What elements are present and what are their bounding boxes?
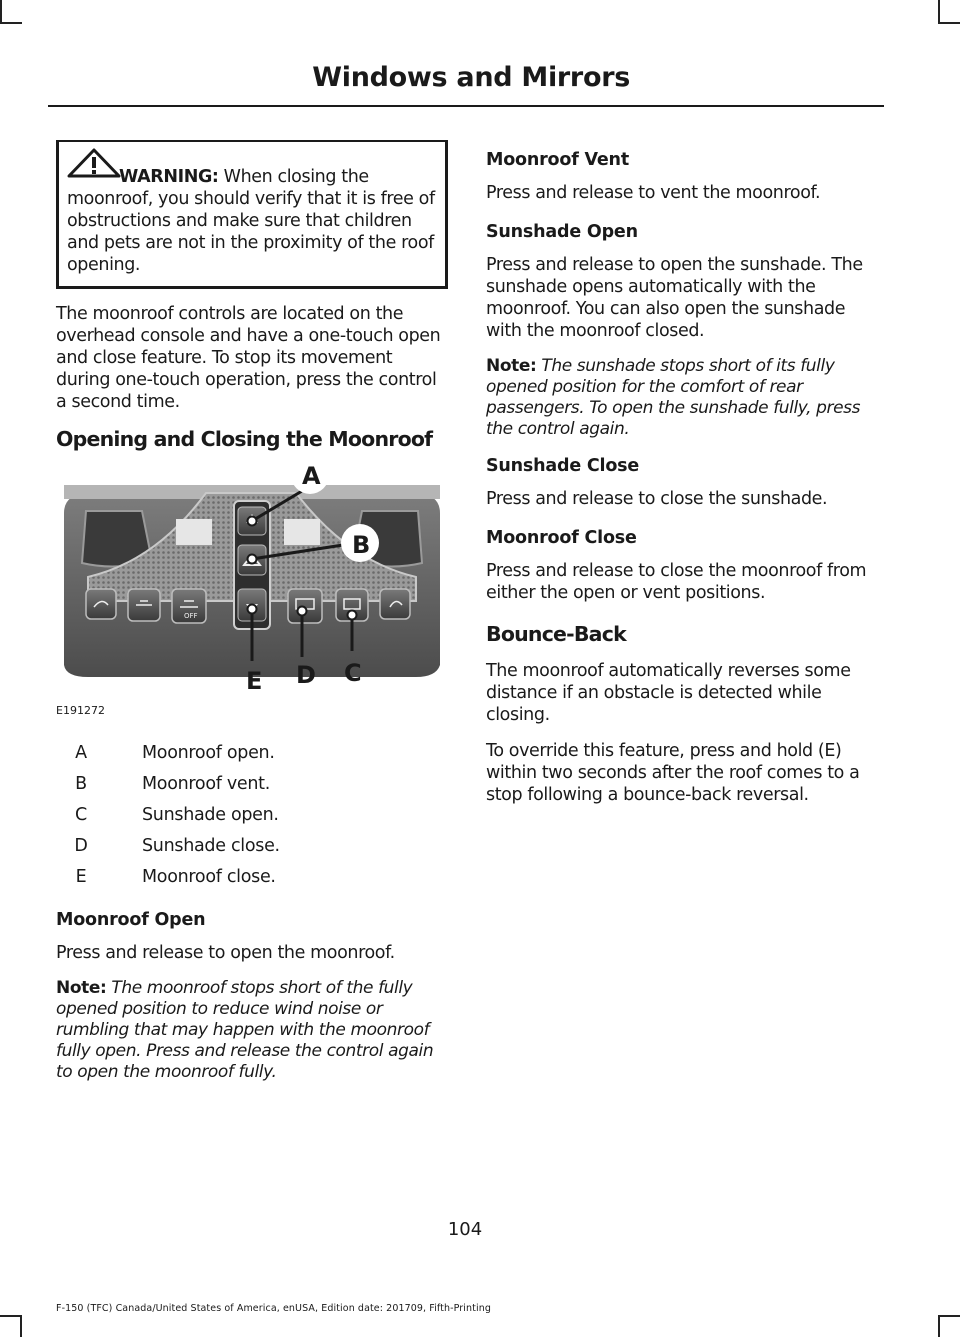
- legend-key: E: [75, 866, 87, 887]
- warning-text: [67, 166, 437, 276]
- callout-e: E: [246, 667, 263, 695]
- overhead-console-illustration: [56, 465, 448, 697]
- crop-mark: [938, 1315, 960, 1317]
- intro-paragraph: The moonroof controls are located on the overhead console and have a one-touch open and close feature. To stop its movement during one-touch operation, press the control a second time.: [56, 304, 441, 412]
- moonroof-vent-text: Press and release to vent the moonroof.: [486, 183, 821, 203]
- moonroof-controls-figure: [56, 465, 448, 717]
- page-header-title: Windows and Mirrors: [312, 62, 630, 93]
- note-label: Note:: [486, 356, 537, 376]
- warning-triangle-icon: [67, 148, 121, 178]
- legend-row: [56, 799, 448, 830]
- callout-a: A: [302, 465, 321, 490]
- figure-id: E191272: [56, 704, 105, 717]
- legend-value: Moonroof close.: [142, 866, 276, 887]
- crop-mark: [0, 22, 22, 24]
- legend-row: [56, 737, 448, 768]
- note-text: The moonroof stops short of the fully opened position to reduce wind noise or rumbling that may happen with the moonroof fully open. Press and release the control again to open the moonroof fully.: [56, 978, 434, 1082]
- legend-row: [56, 861, 448, 892]
- moonroof-open-heading: Moonroof Open: [56, 910, 206, 930]
- header-rule: [48, 105, 884, 107]
- legend-value: Moonroof open.: [142, 742, 275, 763]
- sunshade-open-heading: Sunshade Open: [486, 222, 638, 242]
- moonroof-open-note: [56, 978, 448, 1083]
- warning-box: [56, 140, 448, 289]
- legend-value: Sunshade open.: [142, 804, 279, 825]
- moonroof-open-text: Press and release to open the moonroof.: [56, 943, 395, 963]
- moonroof-close-heading: Moonroof Close: [486, 528, 637, 548]
- crop-mark: [20, 1315, 22, 1337]
- legend-row: [56, 830, 448, 861]
- crop-mark: [938, 22, 960, 24]
- legend-row: [56, 768, 448, 799]
- legend-key: B: [75, 773, 87, 794]
- warning-label: WARNING:: [119, 167, 219, 187]
- sunshade-close-heading: Sunshade Close: [486, 456, 640, 476]
- page-number: 104: [447, 1219, 483, 1240]
- crop-mark: [938, 1315, 940, 1337]
- legend-key: D: [74, 835, 88, 856]
- sunshade-open-note: [486, 356, 882, 440]
- bounce-back-text-1: The moonroof automatically reverses some distance if an obstacle is detected while closing.: [486, 661, 851, 725]
- button-off-label: OFF: [184, 612, 198, 620]
- edition-footer: F-150 (TFC) Canada/United States of America, enUSA, Edition date: 201709, Fifth-Printing: [56, 1303, 491, 1314]
- moonroof-vent-heading: Moonroof Vent: [486, 150, 629, 170]
- note-text: The sunshade stops short of its fully opened position for the comfort of rear passengers. To open the sunshade fully, press the control again.: [486, 356, 861, 439]
- moonroof-close-text: Press and release to close the moonroof from either the open or vent positions.: [486, 561, 867, 603]
- crop-mark: [0, 0, 2, 22]
- legend-key: A: [75, 742, 87, 763]
- sunshade-close-text: Press and release to close the sunshade.: [486, 489, 828, 509]
- bounce-back-text-2: To override this feature, press and hold (E) within two seconds after the roof comes to a stop following a bounce-back reversal.: [486, 741, 860, 805]
- right-column: [486, 140, 882, 820]
- bounce-back-title: Bounce-Back: [486, 622, 626, 646]
- note-label: Note:: [56, 978, 107, 998]
- callout-c: C: [344, 659, 362, 687]
- legend-key: C: [75, 804, 87, 825]
- callout-b: B: [352, 531, 371, 559]
- left-column: [56, 140, 448, 1099]
- section-title-opening-closing: Opening and Closing the Moonroof: [56, 427, 433, 451]
- legend-value: Moonroof vent.: [142, 773, 270, 794]
- crop-mark: [0, 1315, 22, 1317]
- legend-value: Sunshade close.: [142, 835, 280, 856]
- callout-d: D: [296, 661, 316, 689]
- warning-body: When closing the moonroof, you should verify that it is free of obstructions and make sure that children and pets are not in the proximity of the roof opening.: [67, 167, 435, 275]
- sunshade-open-text: Press and release to open the sunshade. The sunshade opens automatically with the moonroof. You can also open the sunshade with the moonroof closed.: [486, 255, 863, 341]
- crop-mark: [938, 0, 940, 22]
- figure-legend: [56, 737, 448, 892]
